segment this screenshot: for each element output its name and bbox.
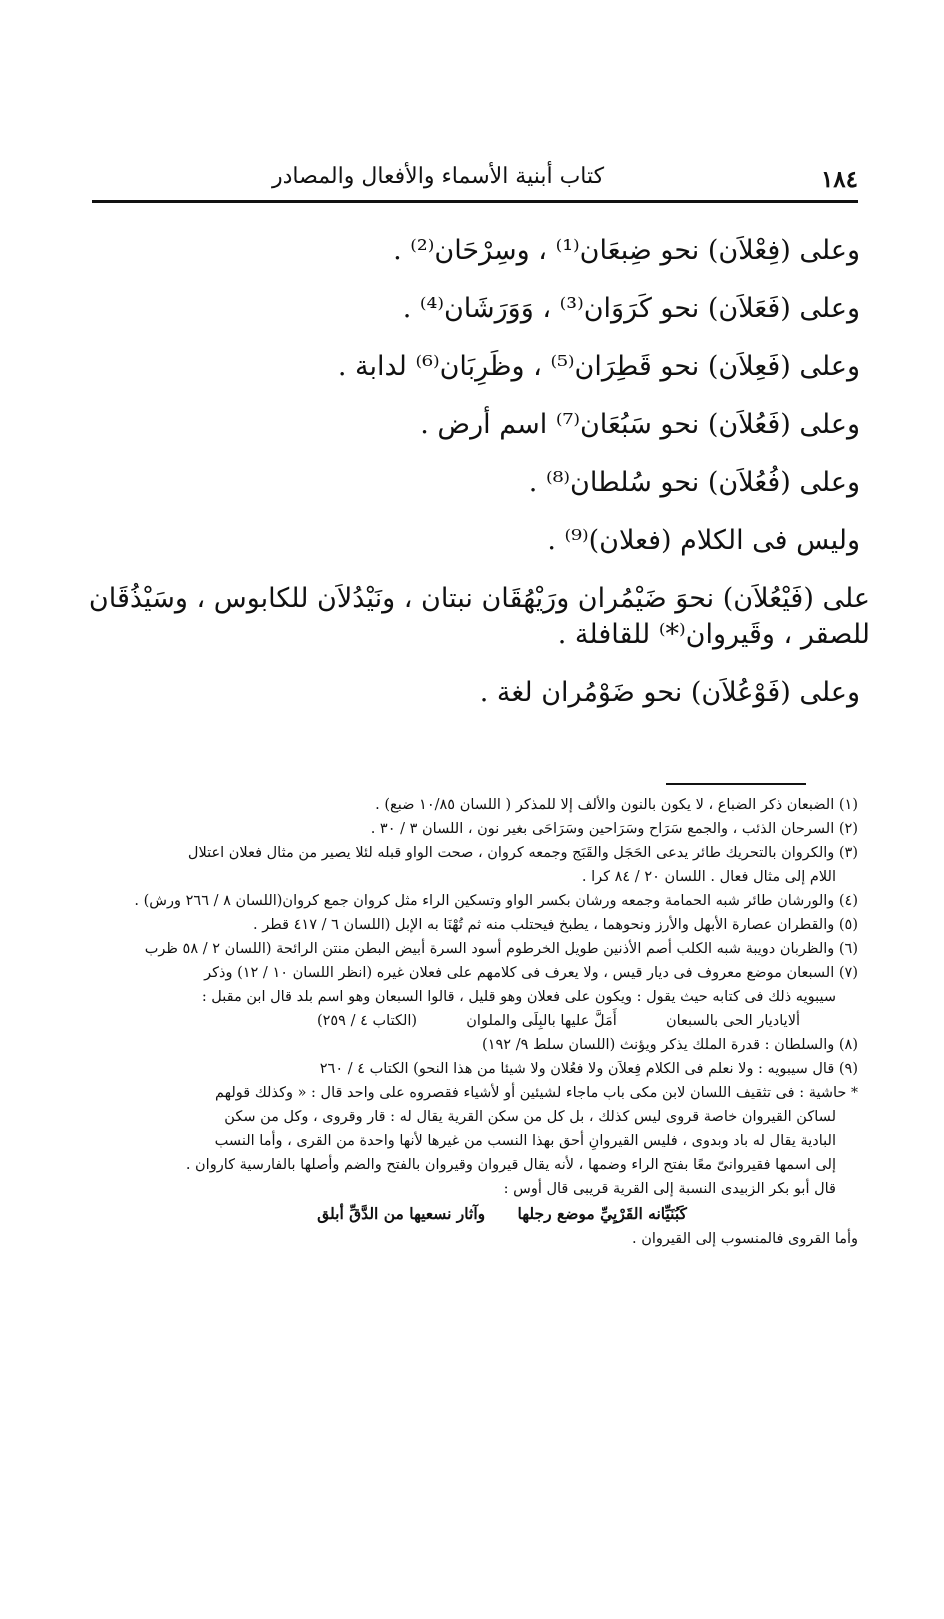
text-line-2: وعلى (فَعَلاَن) نحو كَرَوَان⁽³⁾ ، وَوَرَشَان⁽⁴⁾ . (402, 293, 860, 324)
footnote-rule (666, 783, 806, 785)
footnote-5: (٥) والقطران عصارة الأبهل والأرز ونحوهما ، يطبخ فيحتلب منه ثم تُهْنَا به الإبل (اللسان ٦ / ٤١٧ قطر . (252, 917, 858, 933)
footnote-6: (٦) والظربان دويبة شبه الكلب أصم الأذنين طويل الخرطوم أسود السرة أبيض البطن منتن الرائحة (اللسان ٢ / ٥٨ ظرب (144, 941, 858, 957)
book-title: كتاب أبنية الأسماء والأفعال والمصادر (272, 164, 605, 189)
header-rule (92, 200, 858, 203)
hashia-line-4: إلى اسمها فقيروانىّ معًا بفتح الراء وضمها ، لأنه يقال قيروان وقيروان بالفتح والضم وأصلها بالفارسية كاروان . (185, 1157, 836, 1173)
verse-2-second-hemistich: وآثار نسعيها من الدَّقِّ أبلق (317, 1204, 486, 1223)
footnote-8: (٨) والسلطان : قدرة الملك يذكر ويؤنث (اللسان سلط ٩/ ١٩٢) (482, 1037, 858, 1053)
hashia-line-2: لساكن القيروان خاصة قروى ليس كذلك ، بل كل من سكن القرية يقال له : قار وقروى ، وكل من سكن (224, 1109, 836, 1125)
verse-1-reference: (الكتاب ٤ / ٢٥٩) (316, 1013, 418, 1029)
footnote-2: (٢) السرحان الذئب ، والجمع سَرَاح وسَرَاحين وسَرَاحَى بغير نون ، اللسان ٣ / ٣٠ . (370, 821, 858, 837)
verse-1-second-hemistich: أَمَلَّ عليها بالبِلَى والملوان (466, 1013, 617, 1029)
footnote-7-continued: سيبويه ذلك فى كتابه حيث يقول : ويكون على فعلان وهو قليل ، قالوا السبعان وهو اسم بلد قال ابن مقبل : (201, 989, 836, 1005)
footnote-3: (٣) والكروان بالتحريك طائر يدعى الحَجَل والقَبَج وجمعه كروان ، صحت الواو قبله لئلا يصير من مثال فعلان اعتلال (187, 845, 858, 861)
text-line-1: وعلى (فِعْلاَن) نحو ضِبعَان⁽¹⁾ ، وسِرْحَان⁽²⁾ . (393, 235, 860, 266)
hashia-text-1: حاشية : فى تثقيف اللسان لابن مكى باب ماجاء لشيئين أو لأشياء فقصروه على واحد قال : « وكذلك قولهم (215, 1085, 847, 1101)
footnotes (86, 793, 858, 1251)
text-line-7: على (فَيْعُلاَن) نحوَ ضَيْمُران ورَيْهُقَان نبتان ، ونَيْدُلاَن للكابوس ، وسَيْذُقَان (88, 583, 870, 614)
asterisk-marker: * (851, 1085, 858, 1101)
hashia-line-3: البادية يقال له باد وبدوى ، فليس القيروانِ أحق بهذا النسب من غيرها لأنها واحدة من القرى ، وأما النسب (214, 1133, 836, 1149)
running-header (92, 162, 858, 198)
text-line-6: وليس فى الكلام (فعلان)⁽⁹⁾ . (547, 525, 860, 556)
text-line-5: وعلى (فُعُلاَن) نحو سُلطان⁽⁸⁾ . (528, 467, 860, 498)
verse-2-first-hemistich: كَبُنَيِّانه القَرْيِيِّ موضع رجلها (517, 1204, 687, 1223)
verse-aws (86, 1201, 858, 1227)
text-line-3: وعلى (فَعِلاَن) نحو قَطِرَان⁽⁵⁾ ، وظَرِبَان⁽⁶⁾ لدابة . (337, 351, 860, 382)
page-number: ١٨٤ (820, 166, 858, 193)
main-text (80, 235, 870, 736)
footnote-7: (٧) السبعان موضع معروف فى ديار قيس ، ولا يعرف فى كلامهم على فعلان غيره (انظر اللسان ١٠ / ١٢) وذكر (204, 965, 858, 981)
text-line-8: للصقر ، وقَيروان⁽*⁾ للقافلة . (557, 619, 870, 650)
text-line-9: وعلى (فَوْعُلاَن) نحو ضَوْمُران لغة . (479, 677, 860, 708)
footnote-9: (٩) قال سيبويه : ولا نعلم فى الكلام فِعلاَن ولا فعُلان ولا شيئا من هذا النحو) الكتاب ٤ / ٢٦٠ (319, 1061, 858, 1077)
verse-1-first-hemistich: ألاياديار الحى بالسبعان (665, 1013, 800, 1029)
closing-line: وأما القروى فالمنسوب إلى القيروان . (632, 1231, 858, 1247)
footnote-4: (٤) والورشان طائر شبه الحمامة وجمعه ورشان بكسر الواو وتسكين الراء مثل كروان جمع كروان(اللسان ٨ / ٢٦٦ ورش) . (134, 893, 858, 909)
footnote-1: (١) الضبعان ذكر الضباع ، لا يكون بالنون والألف إلا للمذكر ( اللسان ١٠/٨٥ ضبع) . (375, 797, 858, 813)
verse-ibn-muqbil (86, 1009, 858, 1033)
text-line-4: وعلى (فَعُلاَن) نحو سَبُعَان⁽⁷⁾ اسم أرض . (420, 409, 860, 440)
footnote-3-continued: اللام إلى مثال فعال . اللسان ٢٠ / ٨٤ كرا . (581, 869, 836, 885)
hashia-line-1 (86, 1081, 858, 1105)
hashia-line-5: قال أبو بكر الزبيدى النسبة إلى القرية قريبى قال أوس : (503, 1181, 836, 1197)
